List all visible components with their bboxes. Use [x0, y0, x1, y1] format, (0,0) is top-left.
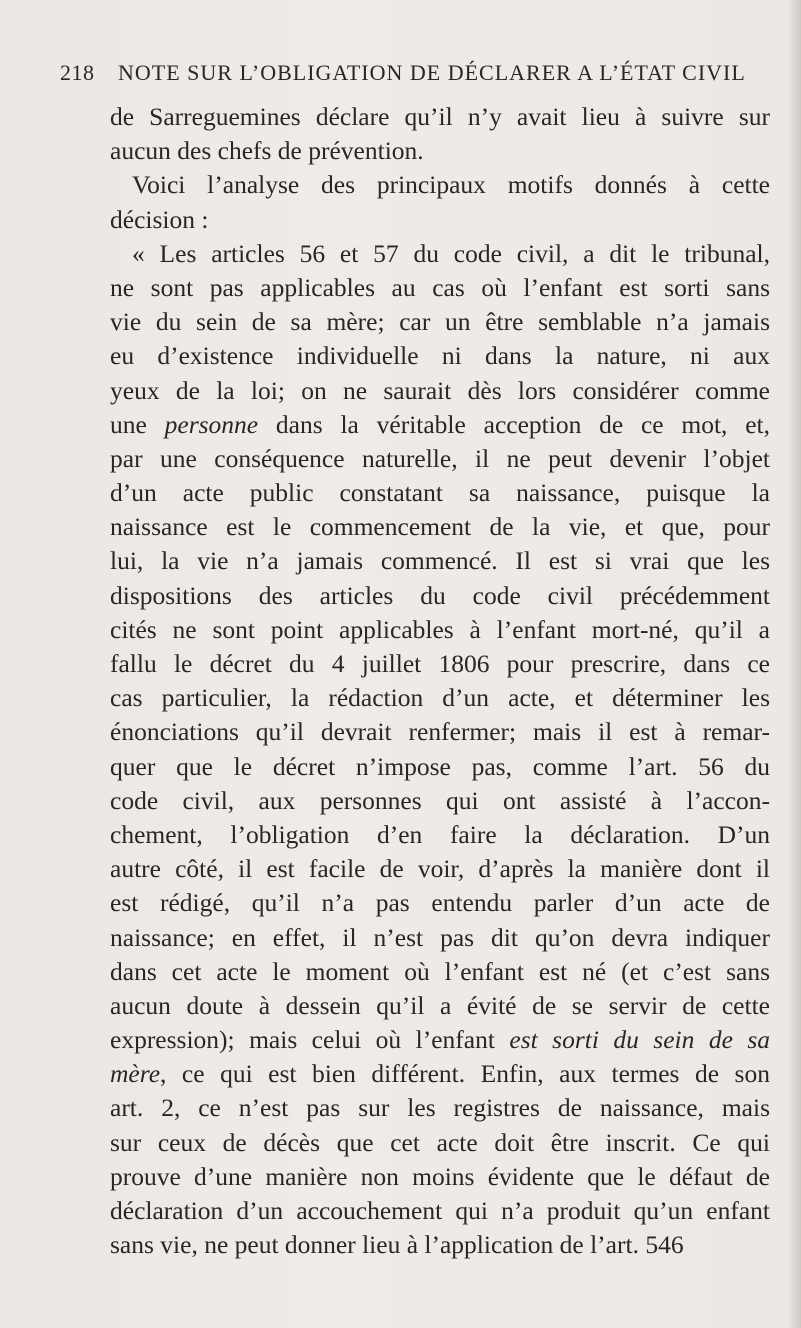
text-line: sur ceux de décès que cet acte doit être inscrit. Ce qui: [110, 1127, 770, 1157]
running-head: [60, 60, 760, 94]
italic-segment: personne: [164, 409, 259, 439]
text-line: cas particulier, la rédaction d’un acte, et déterminer les: [110, 683, 770, 713]
text-line: de Sarreguemines déclare qu’il n’y avait lieu à suivre sur: [110, 102, 770, 131]
text-segment: une: [110, 409, 147, 439]
text-line: prouve d’une manière non moins évidente que le défaut de: [110, 1161, 770, 1191]
text-line: dispositions des articles du code civil précédemment: [110, 580, 770, 610]
text-line: art. 2, ce n’est pas sur les registres de naissance, mais: [110, 1093, 770, 1123]
text-line: fallu le décret du 4 juillet 1806 pour prescrire, dans ce: [110, 649, 770, 678]
italic-segment: est sorti du sein de sa: [509, 1025, 770, 1055]
text-line: « Les articles 56 et 57 du code civil, a dit le tribunal,: [132, 238, 770, 268]
running-title: NOTE SUR L’OBLIGATION DE DÉCLARER A L’ÉTAT CIVIL: [118, 60, 746, 85]
text-line: [110, 1057, 770, 1091]
text-line: aucun des chefs de prévention.: [110, 136, 424, 166]
text-segment: dans la véritable acception de ce mot, et,: [275, 409, 770, 439]
text-line: [110, 1023, 770, 1057]
text-line: énonciations qu’il devrait renfermer; mais il est à remar-: [110, 717, 770, 747]
text-line: par une conséquence naturelle, il ne peut devenir l’objet: [110, 443, 770, 473]
text-line: lui, la vie n’a jamais commencé. Il est si vrai que les: [110, 546, 770, 576]
text-line: ne sont pas applicables au cas où l’enfant est sorti sans: [110, 272, 770, 302]
text-line: aucun doute à dessein qu’il a évité de se servir de cette: [110, 990, 770, 1020]
text-line: dans cet acte le moment où l’enfant est né (et c’est sans: [110, 956, 770, 986]
body-text: [110, 100, 770, 1262]
text-line: chement, l’obligation d’en faire la déclaration. D’un: [110, 819, 770, 849]
text-segment: , ce qui est bien différent. Enfin, aux termes de son: [160, 1059, 770, 1089]
text-line: est rédigé, qu’il n’a pas entendu parler d’un acte de: [110, 888, 770, 918]
text-segment: expression); mais celui où l’enfant: [110, 1025, 495, 1055]
italic-segment: mère: [110, 1059, 161, 1089]
text-line: cités ne sont point applicables à l’enfant mort-né, qu’il a: [110, 614, 770, 644]
page-edge-shadow: [787, 0, 801, 1328]
text-line: quer que le décret n’impose pas, comme l’art. 56 du: [110, 751, 770, 781]
text-line: code civil, aux personnes qui ont assisté à l’accon-: [110, 785, 770, 815]
page-number: 218: [60, 60, 95, 85]
text-line: yeux de la loi; on ne saurait dès lors considérer comme: [110, 375, 770, 405]
text-line: d’un acte public constatant sa naissance, puisque la: [110, 478, 770, 508]
text-line: [110, 408, 770, 442]
text-line: vie du sein de sa mère; car un être semblable n’a jamais: [110, 307, 770, 337]
text-line: décision :: [110, 204, 209, 234]
text-line: naissance est le commencement de la vie, et que, pour: [110, 512, 770, 542]
text-line: autre côté, il est facile de voir, d’après la manière dont il: [110, 854, 770, 884]
text-line: eu d’existence individuelle ni dans la nature, ni aux: [110, 341, 770, 371]
text-line: sans vie, ne peut donner lieu à l’application de l’art. 546: [110, 1230, 684, 1260]
text-line: naissance; en effet, il n’est pas dit qu’on devra indiquer: [110, 922, 770, 952]
text-line: Voici l’analyse des principaux motifs donnés à cette: [132, 170, 770, 200]
text-line: déclaration d’un accouchement qui n’a produit qu’un enfant: [110, 1196, 770, 1225]
